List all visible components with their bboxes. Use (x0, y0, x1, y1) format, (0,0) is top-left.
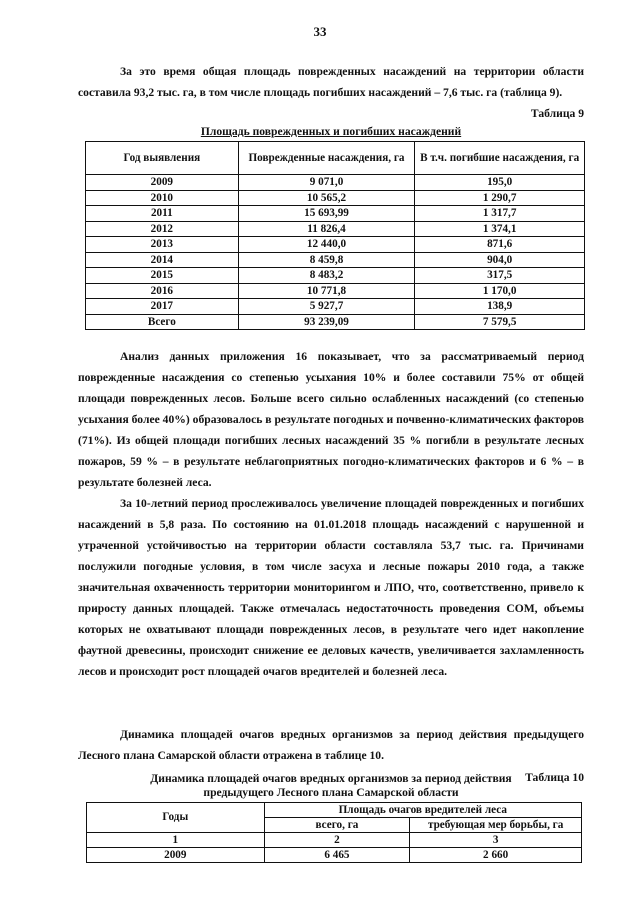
table10-caption: Таблица 10 (525, 771, 584, 784)
table10-number-row (87, 833, 582, 848)
table-cell: Всего (86, 314, 239, 330)
table-cell: 195,0 (415, 175, 585, 191)
table10-title-line2: предыдущего Лесного плана Самарской области (203, 786, 459, 799)
table-cell: 12 440,0 (238, 237, 415, 253)
table9-header-dead: В т.ч. погибшие насаждения, га (415, 142, 585, 175)
table-cell: 2011 (86, 206, 239, 222)
table-row (86, 283, 585, 299)
table-cell: 10 565,2 (238, 190, 415, 206)
table-cell: 2017 (86, 299, 239, 315)
table-cell: 1 170,0 (415, 283, 585, 299)
table-cell: 2010 (86, 190, 239, 206)
table-cell: 2 (264, 833, 410, 848)
table-row (86, 299, 585, 315)
table-cell: 2014 (86, 252, 239, 268)
table-cell: 5 927,7 (238, 299, 415, 315)
table-row (87, 848, 582, 863)
table-row (86, 237, 585, 253)
table-cell: 1 317,7 (415, 206, 585, 222)
table-cell: 93 239,09 (238, 314, 415, 330)
table9-header-year: Год выявления (86, 142, 239, 175)
trend-paragraph (78, 493, 584, 682)
table10-header-control: требующая мер борьбы, га (410, 818, 582, 833)
intro-paragraph-text: За это время общая площадь поврежденных насаждений на территории области составила 93,2 тыс. га, в том числе площадь погибших насаждений – 7,6 тыс. га (таблица 9). (78, 65, 584, 99)
trend-paragraph-text: За 10-летний период прослеживалось увеличение площадей поврежденных и погибших насаждений в 5,8 раза. По состоянию на 01.01.2018 площадь насаждений с нарушенной и утраченной устойчивостью на территории области составляла 53,7 тыс. га. Причинами послужили погодные условия, в том числе засуха и лесные пожары 2010 года, а также значительная охваченность территории мониторингом и ЛПО, что, соответственно, привело к приросту данных площадей. Также отмечалась недостаточность проведения СОМ, объемы которых не охватывают площади поврежденных лесов, в результате чего идет накопление фаутной древесины, происходит снижение ее деловых качеств, увеличивается захламленность лесов и происходит рост площадей очагов вредителей и болезней леса. (78, 497, 584, 678)
table-cell: 2009 (87, 848, 265, 863)
table10-title-line1: Динамика площадей очагов вредных организмов за период действия (150, 772, 512, 785)
table10-header-years: Годы (87, 803, 265, 833)
table-cell: 1 (87, 833, 265, 848)
table10-header-group: Площадь очагов вредителей леса (264, 803, 581, 818)
table-cell: 2 660 (410, 848, 582, 863)
table-cell: 138,9 (415, 299, 585, 315)
intro-paragraph (78, 61, 584, 103)
table9 (85, 141, 585, 330)
dynamics-paragraph (78, 724, 584, 766)
table-cell: 6 465 (264, 848, 410, 863)
table10-header-row (87, 803, 582, 818)
table-row (86, 268, 585, 284)
table-cell: 10 771,8 (238, 283, 415, 299)
table-cell: 904,0 (415, 252, 585, 268)
table9-caption: Таблица 9 (530, 107, 584, 120)
table-cell: 3 (410, 833, 582, 848)
table-cell: 2013 (86, 237, 239, 253)
table-cell: 2012 (86, 221, 239, 237)
table-cell: 8 483,2 (238, 268, 415, 284)
table-total-row (86, 314, 585, 330)
table-row (86, 175, 585, 191)
table-cell: 2015 (86, 268, 239, 284)
table-cell: 1 374,1 (415, 221, 585, 237)
table-cell: 11 826,4 (238, 221, 415, 237)
analysis-paragraph-text: Анализ данных приложения 16 показывает, что за рассматриваемый период поврежденные насаждения со степенью усыхания 10% и более составили 75% от общей площади поврежденных лесов. Больше всего сильно ослабленных насаждений (со степенью усыхания более 40%) образовалось в результате погодных и почвенно-климатических факторов (71%). Из общей площади погибших лесных насаждений 35 % погибли в результате лесных пожаров, 59 % – в результате неблагоприятных погодно-климатических факторов и 6 % – в результате болезней леса. (78, 350, 584, 489)
table9-header-damaged: Поврежденные насаждения, га (238, 142, 415, 175)
table-row (86, 206, 585, 222)
table9-title: Площадь поврежденных и погибших насаждений (200, 125, 462, 138)
table-cell: 2016 (86, 283, 239, 299)
table9-header-row (86, 142, 585, 175)
page-number: 33 (313, 24, 327, 39)
table-cell: 871,6 (415, 237, 585, 253)
table-cell: 317,5 (415, 268, 585, 284)
table-cell: 7 579,5 (415, 314, 585, 330)
table-cell: 8 459,8 (238, 252, 415, 268)
table10 (86, 802, 582, 863)
table-row (86, 221, 585, 237)
table-cell: 1 290,7 (415, 190, 585, 206)
table-row (86, 252, 585, 268)
dynamics-paragraph-text: Динамика площадей очагов вредных организмов за период действия предыдущего Лесного плана Самарской области отражена в таблице 10. (78, 728, 584, 762)
table10-header-total: всего, га (264, 818, 410, 833)
table-cell: 15 693,99 (238, 206, 415, 222)
table-cell: 9 071,0 (238, 175, 415, 191)
table-row (86, 190, 585, 206)
table-cell: 2009 (86, 175, 239, 191)
analysis-paragraph (78, 346, 584, 493)
